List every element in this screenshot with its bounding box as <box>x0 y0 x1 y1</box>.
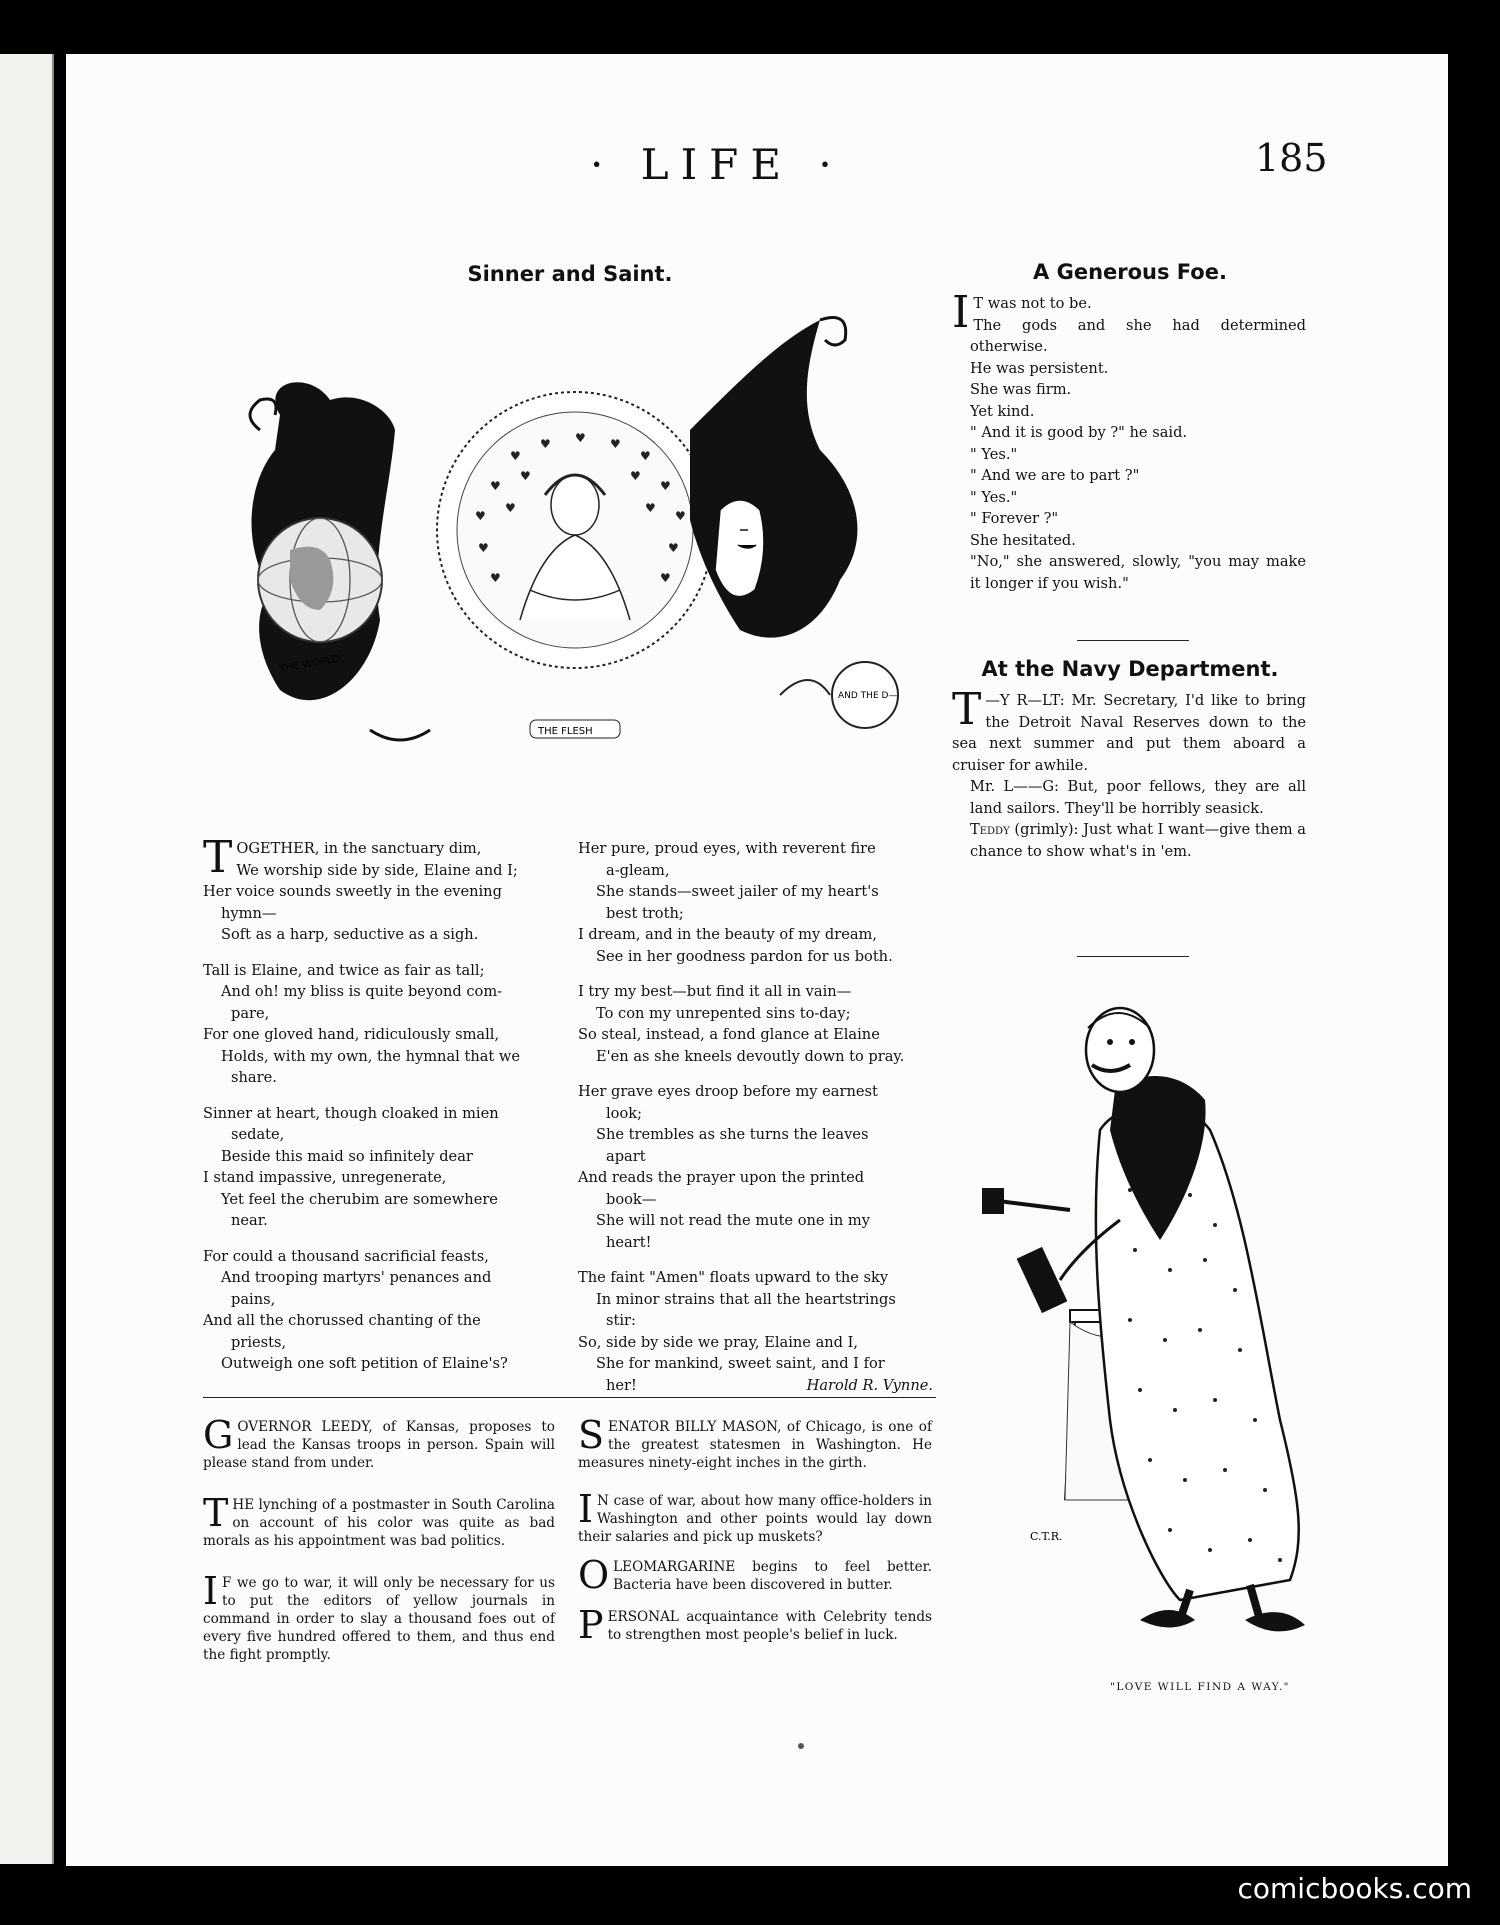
svg-text:♥: ♥ <box>505 501 516 515</box>
adjacent-page-edge <box>0 0 62 1925</box>
masthead: · LIFE · <box>590 140 844 189</box>
navy-text: T —Y R—LT: Mr. Secretary, I'd like to bring the Detroit Naval Reserves down to the sea next summer and put them aboard a cruiser for awhile. Mr. L——G: But, poor fellows, they are all land sailors. They'll be horribly seasick. Teddy (grimly): Just what I want—give them a chance to show what's in 'em. <box>952 684 1307 860</box>
short-rule-2 <box>1077 956 1189 957</box>
svg-text:♥: ♥ <box>520 469 531 483</box>
poem-col-1: TOGETHER, in the sanctuary dim, We worship side by side, Elaine and I; Her voice sounds sweetly in the evening hymn— Soft as a harp, seductive as a sigh. Tall is Elaine, and twice as fair as tall; And oh! my bliss is quite beyond com- pare, For one gloved hand, ridiculously small, Holds, with my own, the hymnal that we share. Sinner at heart, though cloaked in mien sedate, Beside this maid so infinitely dear I stand impassive, unregenerate, Yet feel the cherubim are somewhere near. For could a thousand sacrificial feasts, And trooping martyrs' penances and pains, And all the chorussed chanting of the priests, Outweigh one soft petition of Elaine's? <box>203 832 521 1372</box>
briefs-right: SENATOR BILLY MASON, of Chicago, is one of the greatest statesmen in Washington. He measures ninety-eight inches in the girth. I N case of war, about how many office-holders in Washington and other points would lay down their salaries and pick up muskets? OLEOMARGARINE begins to feel better. Bacteria have been discovered in butter. PERSONAL acquaintance with Celebrity tends to strengthen most people's belief in luck. <box>578 1413 932 1647</box>
watermark: comicbooks.com <box>1237 1872 1472 1905</box>
poem-col-2: Her pure, proud eyes, with reverent fire a-gleam, She stands—sweet jailer of my heart's best troth; I dream, and in the beauty of my dream, See in her goodness pardon for us both. I try my best—but find it all in vain— To con my unrepented sins to-day; So steal, instead, a fond glance at Elaine E'en as she kneels devoutly down to pray. Her grave eyes droop before my earnest look; She trembles as she turns the leaves apart And reads the prayer upon the printed book— She will not read the mute one in my heart! The faint "Amen" floats upward to the sky In minor strains that all the heartstrings stir: So, side by side we pray, Elaine and I, She for mankind, sweet saint, and I for her! Harold R. Vynne. <box>578 838 933 1396</box>
svg-text:♥: ♥ <box>668 541 679 555</box>
svg-text:♥: ♥ <box>645 501 656 515</box>
sinner-saint-illustration <box>220 300 930 800</box>
mallet <box>982 1188 1004 1214</box>
svg-text:♥: ♥ <box>490 571 501 585</box>
svg-text:♥: ♥ <box>478 541 489 555</box>
sinner-saint-title: Sinner and Saint. <box>467 262 673 286</box>
svg-text:♥: ♥ <box>475 509 486 523</box>
label-flesh: THE FLESH <box>538 726 593 737</box>
label-world: THE WORLD <box>278 653 341 675</box>
cartoon-caption: "LOVE WILL FIND A WAY." <box>1109 1681 1290 1693</box>
svg-text:♥: ♥ <box>640 449 651 463</box>
svg-text:♥: ♥ <box>630 469 641 483</box>
robe <box>1096 1104 1299 1600</box>
svg-text:♥: ♥ <box>675 509 686 523</box>
svg-text:♥: ♥ <box>575 431 586 445</box>
slipper-right <box>1245 1612 1305 1631</box>
svg-text:♥: ♥ <box>490 479 501 493</box>
page-dot <box>798 1743 804 1749</box>
slipper-left <box>1140 1610 1195 1628</box>
label-devil: AND THE D— <box>838 691 898 701</box>
svg-text:♥: ♥ <box>660 479 671 493</box>
navy-title: At the Navy Department. <box>981 657 1279 681</box>
generous-foe-text: I T was not to be. The gods and she had determined otherwise. He was persistent. She was firm. Yet kind. " And it is good by ?" he said. " Yes." " And we are to part ?" " Yes." " Forever ?" She hesitated. "No," she answered, slowly, "you may make it longer if you wish." <box>952 287 1306 592</box>
section-divider <box>203 1397 936 1398</box>
generous-foe-title: A Generous Foe. <box>1033 260 1227 284</box>
svg-text:♥: ♥ <box>540 437 551 451</box>
short-rule <box>1077 640 1189 641</box>
briefs-left: GOVERNOR LEEDY, of Kansas, proposes to lead the Kansas troops in person. Spain will please stand from under. THE lynching of a postmaster in South Carolina on account of his color was quite as bad morals as his appointment was bad politics. I F we go to war, it will only be necessary for us to put the editors of yellow journals in command in order to slay a thousand foes out of every five hundred offered to them, and thus end the fight promptly. <box>203 1413 555 1663</box>
page-number: 185 <box>1255 136 1328 180</box>
svg-text:♥: ♥ <box>510 449 521 463</box>
svg-text:♥: ♥ <box>610 437 621 451</box>
svg-text:♥: ♥ <box>660 571 671 585</box>
devil-figure <box>715 500 764 597</box>
bottle <box>1017 1247 1068 1313</box>
devil-cartouche <box>690 320 857 638</box>
poem-signature: Harold R. Vynne. <box>806 1376 933 1394</box>
cartoon-signature: C.T.R. <box>1030 1530 1063 1543</box>
cartoon-illustration <box>960 980 1360 1670</box>
